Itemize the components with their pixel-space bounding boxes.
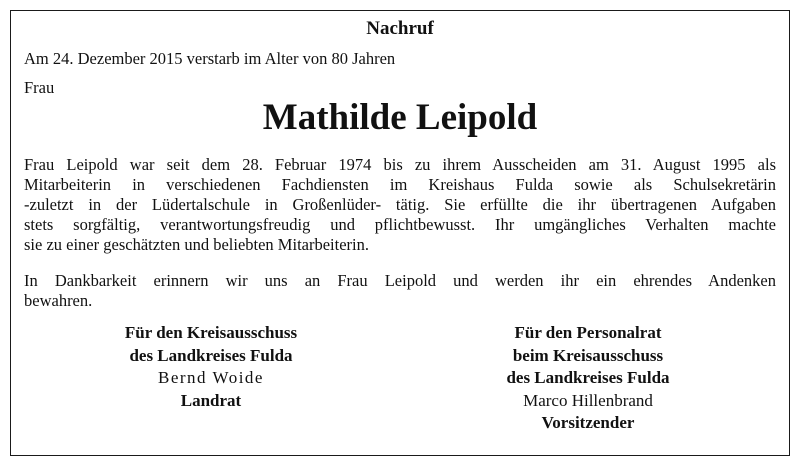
tribute-paragraph xyxy=(24,155,776,255)
tribute-line: sie zu einer geschätzten und beliebten Mitarbeiterin. xyxy=(24,235,369,254)
gratitude-line: bewahren. xyxy=(24,291,93,310)
tribute-line: Frau Leipold war seit dem 28. Februar 1974 bis zu ihrem Ausscheiden am 31. August 1995 als xyxy=(24,155,776,174)
deceased-name: Mathilde Leipold xyxy=(262,97,538,138)
signer-role: Vorsitzender xyxy=(541,413,635,432)
notice-intro: Am 24. Dezember 2015 verstarb im Alter von 80 Jahren xyxy=(24,49,396,68)
tribute-line: -zuletzt in der Lüdertalschule in Großenlüder- tätig. Sie erfüllte die ihr übertragenen Aufgaben xyxy=(24,195,776,214)
tribute-line: stets sorgfältig, verantwortungsfreudig und pflichtbewusst. Ihr umgängliches Verhalten machte xyxy=(24,215,776,234)
signer-name: Marco Hillenbrand xyxy=(523,390,653,410)
tribute-line: Mitarbeiterin in verschiedenen Fachdiensten im Kreishaus Fulda sowie als Schulsekretärin xyxy=(24,175,776,194)
signer-role: Landrat xyxy=(180,390,242,410)
gratitude-line: In Dankbarkeit erinnern wir uns an Frau Leipold und werden ihr ein ehrendes Andenken xyxy=(24,271,776,290)
signature-block-personalrat xyxy=(458,322,718,435)
signer-name: Bernd Woide xyxy=(158,368,264,387)
notice-heading: Nachruf xyxy=(366,18,434,39)
signature-org-line: beim Kreisausschuss xyxy=(512,345,664,365)
signature-org-line: Für den Personalrat xyxy=(514,323,662,342)
gratitude-paragraph xyxy=(24,271,776,311)
signature-org-line: Für den Kreisausschuss xyxy=(124,323,298,342)
notice-salutation: Frau xyxy=(24,78,55,97)
signature-block-kreisausschuss xyxy=(81,322,341,412)
signature-org-line: des Landkreises Fulda xyxy=(506,368,670,387)
signature-org-line: des Landkreises Fulda xyxy=(129,345,293,365)
